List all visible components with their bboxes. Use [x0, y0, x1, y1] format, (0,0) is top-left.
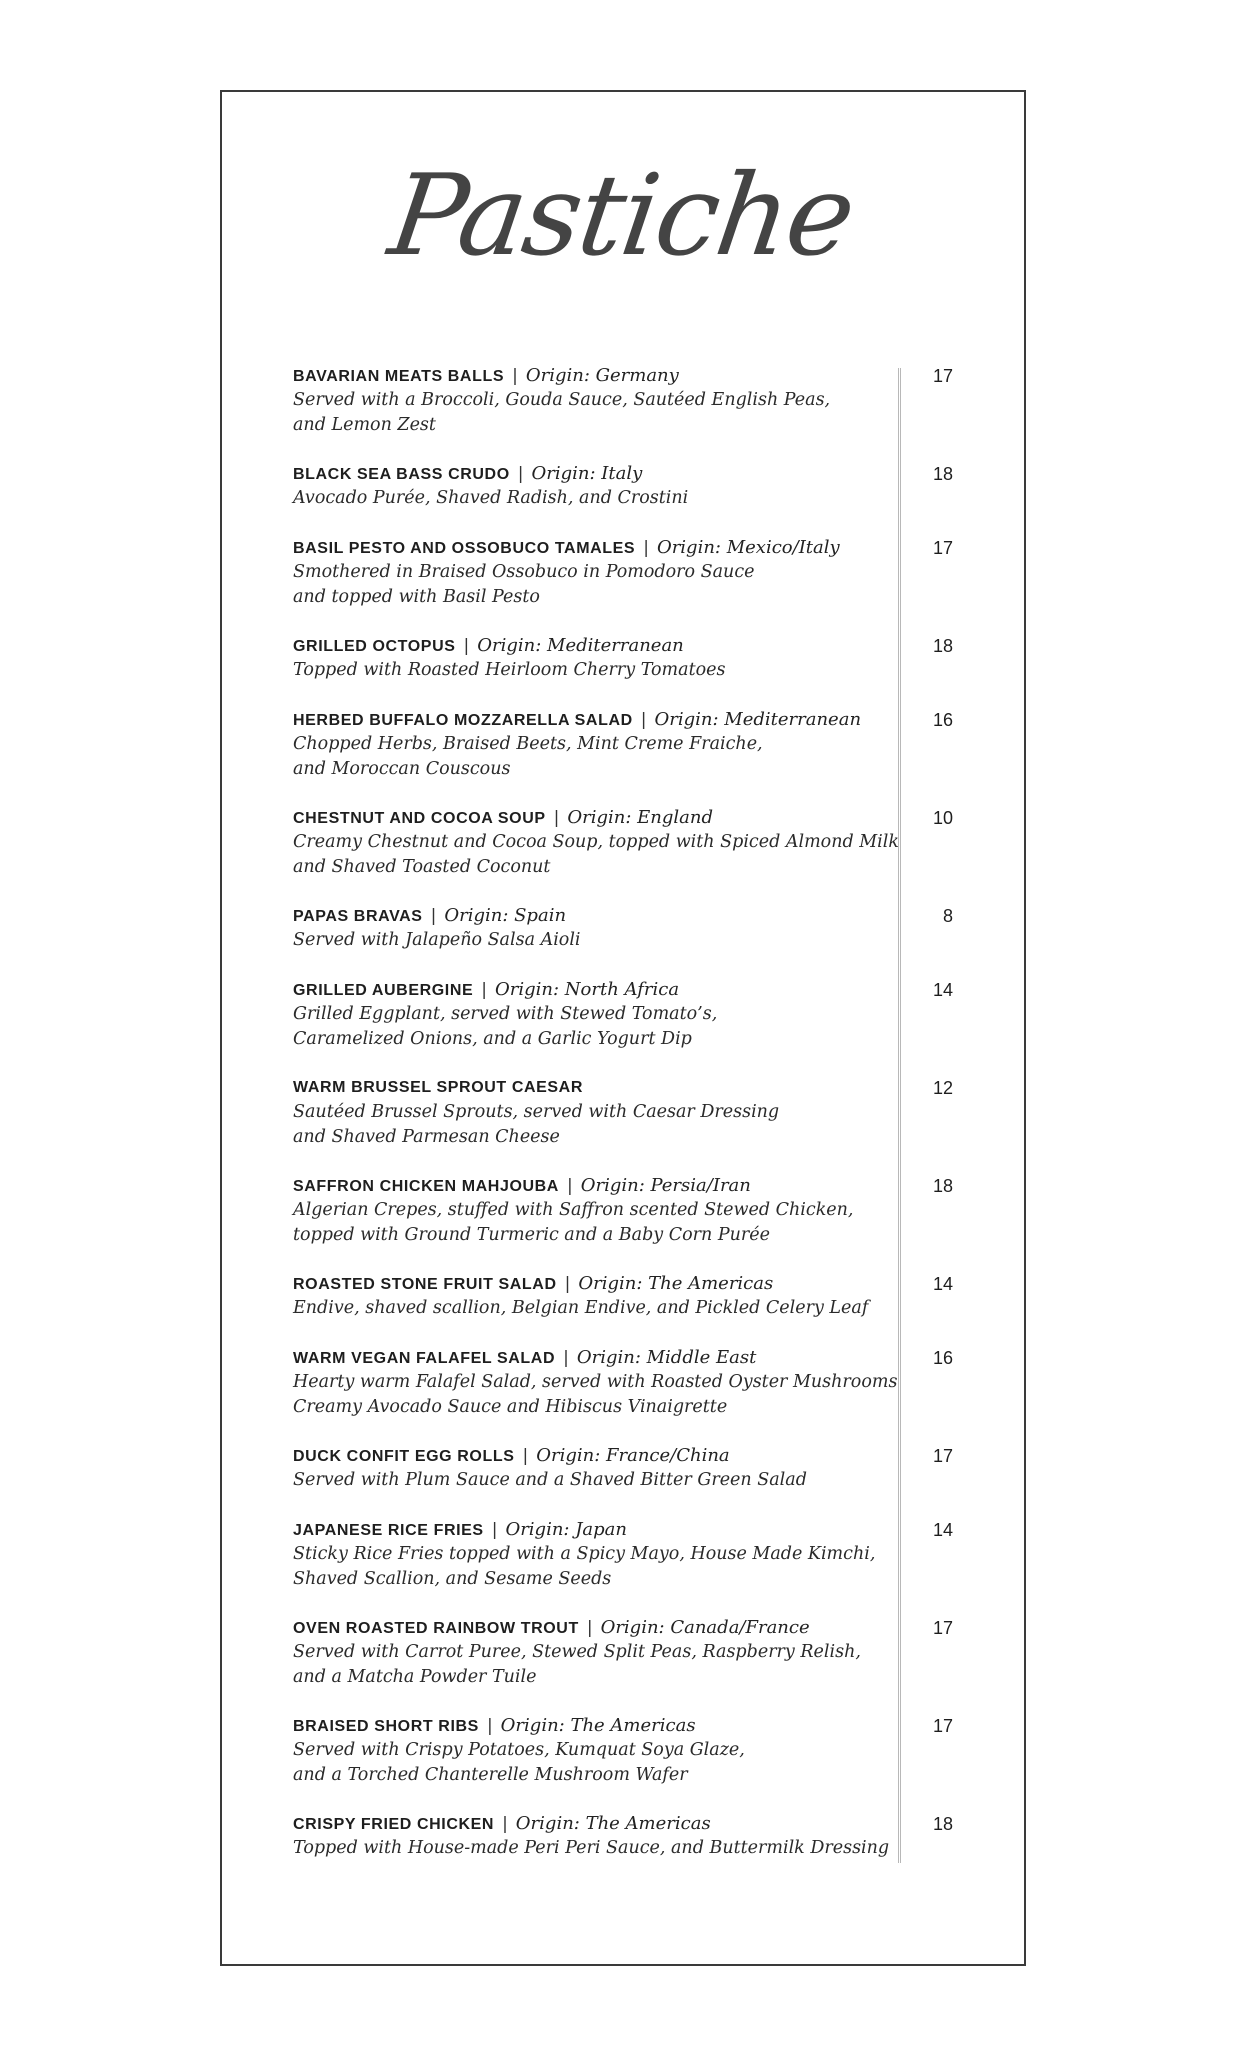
origin-separator: | [491, 1520, 498, 1540]
dish-name: ROASTED STONE FRUIT SALAD [293, 1276, 557, 1293]
origin-separator: | [640, 710, 647, 730]
description-line: Sticky Rice Fries topped with a Spicy Mayo, House Made Kimchi, [293, 1544, 876, 1564]
dish-description [293, 1296, 883, 1321]
dish-description [293, 1836, 890, 1861]
dish-name: PAPAS BRAVAS [293, 908, 423, 925]
dish-price: 17 [932, 366, 953, 386]
dish-price: 18 [932, 1176, 953, 1196]
dish-description [293, 486, 883, 511]
dish-description [293, 1640, 883, 1689]
description-line: and Moroccan Couscous [293, 758, 511, 779]
dish-origin: Origin: France/China [536, 1445, 730, 1466]
description-line: Grilled Eggplant, served with Stewed Tomato’s, [293, 1004, 718, 1024]
menu-item [293, 364, 953, 462]
dish-price: 18 [932, 464, 953, 484]
description-line: Caramelized Onions, and a Garlic Yogurt Dip [293, 1028, 692, 1049]
menu-item [293, 1346, 953, 1444]
menu-item-heading [293, 1272, 883, 1297]
menu-item-heading [293, 364, 883, 389]
dish-description [293, 928, 883, 953]
dish-description [293, 560, 883, 609]
dish-description [293, 1542, 883, 1591]
dish-price: 17 [932, 1618, 953, 1638]
origin-separator: | [553, 808, 560, 828]
dish-name: DUCK CONFIT EGG ROLLS [293, 1448, 515, 1465]
dish-price: 16 [932, 710, 953, 730]
dish-name: BRAISED SHORT RIBS [293, 1718, 479, 1735]
menu-item-heading [293, 978, 883, 1003]
description-line: Served with Jalapeño Salsa Aioli [293, 930, 581, 950]
description-line: Smothered in Braised Ossobuco in Pomodoro Sauce [293, 562, 755, 582]
dish-description [293, 1198, 883, 1247]
dish-price: 10 [932, 808, 953, 828]
description-line: Topped with Roasted Heirloom Cherry Tomatoes [293, 660, 726, 680]
dish-description [293, 830, 899, 879]
menu-item [293, 1518, 953, 1616]
dish-origin: Origin: Mediterranean [477, 635, 684, 656]
description-line: and a Torched Chanterelle Mushroom Wafer [293, 1764, 688, 1785]
menu-item [293, 1272, 953, 1346]
dish-description [293, 1370, 898, 1419]
dish-name: HERBED BUFFALO MOZZARELLA SALAD [293, 712, 633, 729]
origin-separator: | [564, 1274, 571, 1294]
dish-name: BLACK SEA BASS CRUDO [293, 466, 510, 483]
dish-name: WARM BRUSSEL SPROUT CAESAR [293, 1079, 583, 1096]
menu-item-heading [293, 536, 883, 561]
description-line: and Shaved Toasted Coconut [293, 856, 551, 877]
menu-item [293, 1174, 953, 1272]
origin-separator: | [586, 1618, 593, 1638]
dish-price: 17 [932, 1716, 953, 1736]
menu-item-heading [293, 806, 883, 831]
dish-name: BAVARIAN MEATS BALLS [293, 368, 505, 385]
description-line: topped with Ground Turmeric and a Baby Corn Purée [293, 1224, 770, 1245]
description-line: Creamy Avocado Sauce and Hibiscus Vinaigrette [293, 1396, 728, 1417]
description-line: Endive, shaved scallion, Belgian Endive, and Pickled Celery Leaf [293, 1298, 869, 1318]
dish-name: WARM VEGAN FALAFEL SALAD [293, 1350, 556, 1367]
dish-origin: Origin: Mediterranean [654, 709, 862, 730]
menu-item [293, 806, 953, 904]
menu-item-heading [293, 1346, 883, 1371]
dish-origin: Origin: England [567, 807, 713, 828]
dish-price: 8 [942, 906, 953, 926]
description-line: Hearty warm Falafel Salad, served with Roasted Oyster Mushrooms [293, 1372, 898, 1392]
description-line: and Lemon Zest [293, 414, 436, 435]
dish-price: 14 [932, 1274, 953, 1294]
dish-origin: Origin: The Americas [500, 1715, 696, 1736]
dish-description [293, 1002, 883, 1051]
menu-item [293, 1714, 953, 1812]
dish-origin: Origin: The Americas [578, 1273, 774, 1294]
menu-item [293, 1444, 953, 1518]
dish-name: CRISPY FRIED CHICKEN [293, 1816, 495, 1833]
dish-price: 17 [932, 538, 953, 558]
menu-item [293, 462, 953, 536]
dish-name: BASIL PESTO AND OSSOBUCO TAMALES [293, 540, 636, 557]
description-line: Topped with House-made Peri Peri Sauce, and Buttermilk Dressing [293, 1838, 890, 1858]
dish-name: CHESTNUT AND COCOA SOUP [293, 810, 546, 827]
description-line: Served with Plum Sauce and a Shaved Bitter Green Salad [293, 1470, 807, 1490]
menu-item [293, 904, 953, 978]
menu-item-heading [293, 1812, 883, 1837]
dish-origin: Origin: Canada/France [600, 1617, 810, 1638]
menu-item-heading [293, 1444, 883, 1469]
description-line: and a Matcha Powder Tuile [293, 1666, 537, 1687]
dish-description [293, 388, 883, 437]
description-line: Served with Crispy Potatoes, Kumquat Soya Glaze, [293, 1740, 745, 1760]
origin-separator: | [522, 1446, 529, 1466]
dish-name: GRILLED OCTOPUS [293, 638, 456, 655]
origin-separator: | [430, 906, 437, 926]
dish-description [293, 1738, 883, 1787]
origin-separator: | [517, 464, 524, 484]
dish-price: 17 [932, 1446, 953, 1466]
description-line: Creamy Chestnut and Cocoa Soup, topped with Spiced Almond Milk [293, 832, 899, 852]
origin-separator: | [463, 636, 470, 656]
dish-price: 16 [932, 1348, 953, 1368]
origin-separator: | [486, 1716, 493, 1736]
dish-name: GRILLED AUBERGINE [293, 982, 474, 999]
description-line: and topped with Basil Pesto [293, 586, 540, 607]
dish-origin: Origin: Germany [525, 365, 679, 386]
menu-item-heading [293, 1518, 883, 1543]
dish-description [293, 1100, 883, 1149]
dish-origin: Origin: The Americas [515, 1813, 711, 1834]
menu-item-heading [293, 462, 883, 487]
description-line: Sautéed Brussel Sprouts, served with Caesar Dressing [293, 1102, 780, 1122]
dish-name: JAPANESE RICE FRIES [293, 1522, 484, 1539]
dish-description [293, 732, 883, 781]
origin-separator: | [563, 1348, 569, 1368]
menu-item-heading [293, 708, 883, 733]
dish-price: 14 [932, 1520, 953, 1540]
dish-origin: Origin: Persia/Iran [580, 1175, 751, 1196]
description-line: Algerian Crepes, stuffed with Saffron scented Stewed Chicken, [293, 1200, 854, 1220]
dish-price: 18 [932, 636, 953, 656]
menu-item [293, 708, 953, 806]
menu-item [293, 1812, 953, 1886]
menu-item-heading [293, 1714, 883, 1739]
menu-item [293, 978, 953, 1076]
dish-origin: Origin: Spain [444, 905, 567, 926]
menu-list [293, 364, 953, 1886]
dish-price: 18 [932, 1814, 953, 1834]
dish-origin: Origin: Japan [505, 1519, 628, 1540]
menu-item-heading [293, 1174, 883, 1199]
description-line: Avocado Purée, Shaved Radish, and Crostini [293, 488, 689, 508]
menu-item-heading [293, 1076, 883, 1100]
menu-item-heading [293, 904, 883, 929]
origin-separator: | [643, 538, 649, 558]
menu-item-heading [293, 1616, 883, 1641]
menu-item [293, 536, 953, 634]
origin-separator: | [566, 1176, 573, 1196]
menu-item-heading [293, 634, 883, 659]
dish-name: SAFFRON CHICKEN MAHJOUBA [293, 1178, 559, 1195]
dish-origin: Origin: Middle East [576, 1347, 757, 1368]
origin-separator: | [512, 366, 518, 386]
description-line: Served with a Broccoli, Gouda Sauce, Sautéed English Peas, [293, 390, 831, 410]
dish-origin: Origin: North Africa [495, 979, 680, 1000]
description-line: Chopped Herbs, Braised Beets, Mint Creme Fraiche, [293, 734, 763, 754]
dish-origin: Origin: Italy [531, 463, 643, 484]
dish-price: 12 [932, 1078, 953, 1098]
menu-item [293, 1076, 953, 1174]
description-line: and Shaved Parmesan Cheese [293, 1126, 560, 1147]
dish-origin: Origin: Mexico/Italy [656, 537, 840, 558]
dish-name: OVEN ROASTED RAINBOW TROUT [293, 1620, 579, 1637]
origin-separator: | [481, 980, 488, 1000]
restaurant-title: Pastiche [382, 151, 861, 281]
description-line: Shaved Scallion, and Sesame Seeds [293, 1568, 612, 1589]
description-line: Served with Carrot Puree, Stewed Split Peas, Raspberry Relish, [293, 1642, 861, 1662]
dish-description [293, 1468, 883, 1493]
dish-description [293, 658, 883, 683]
menu-item [293, 634, 953, 708]
menu-item [293, 1616, 953, 1714]
dish-price: 14 [932, 980, 953, 1000]
origin-separator: | [502, 1814, 508, 1834]
